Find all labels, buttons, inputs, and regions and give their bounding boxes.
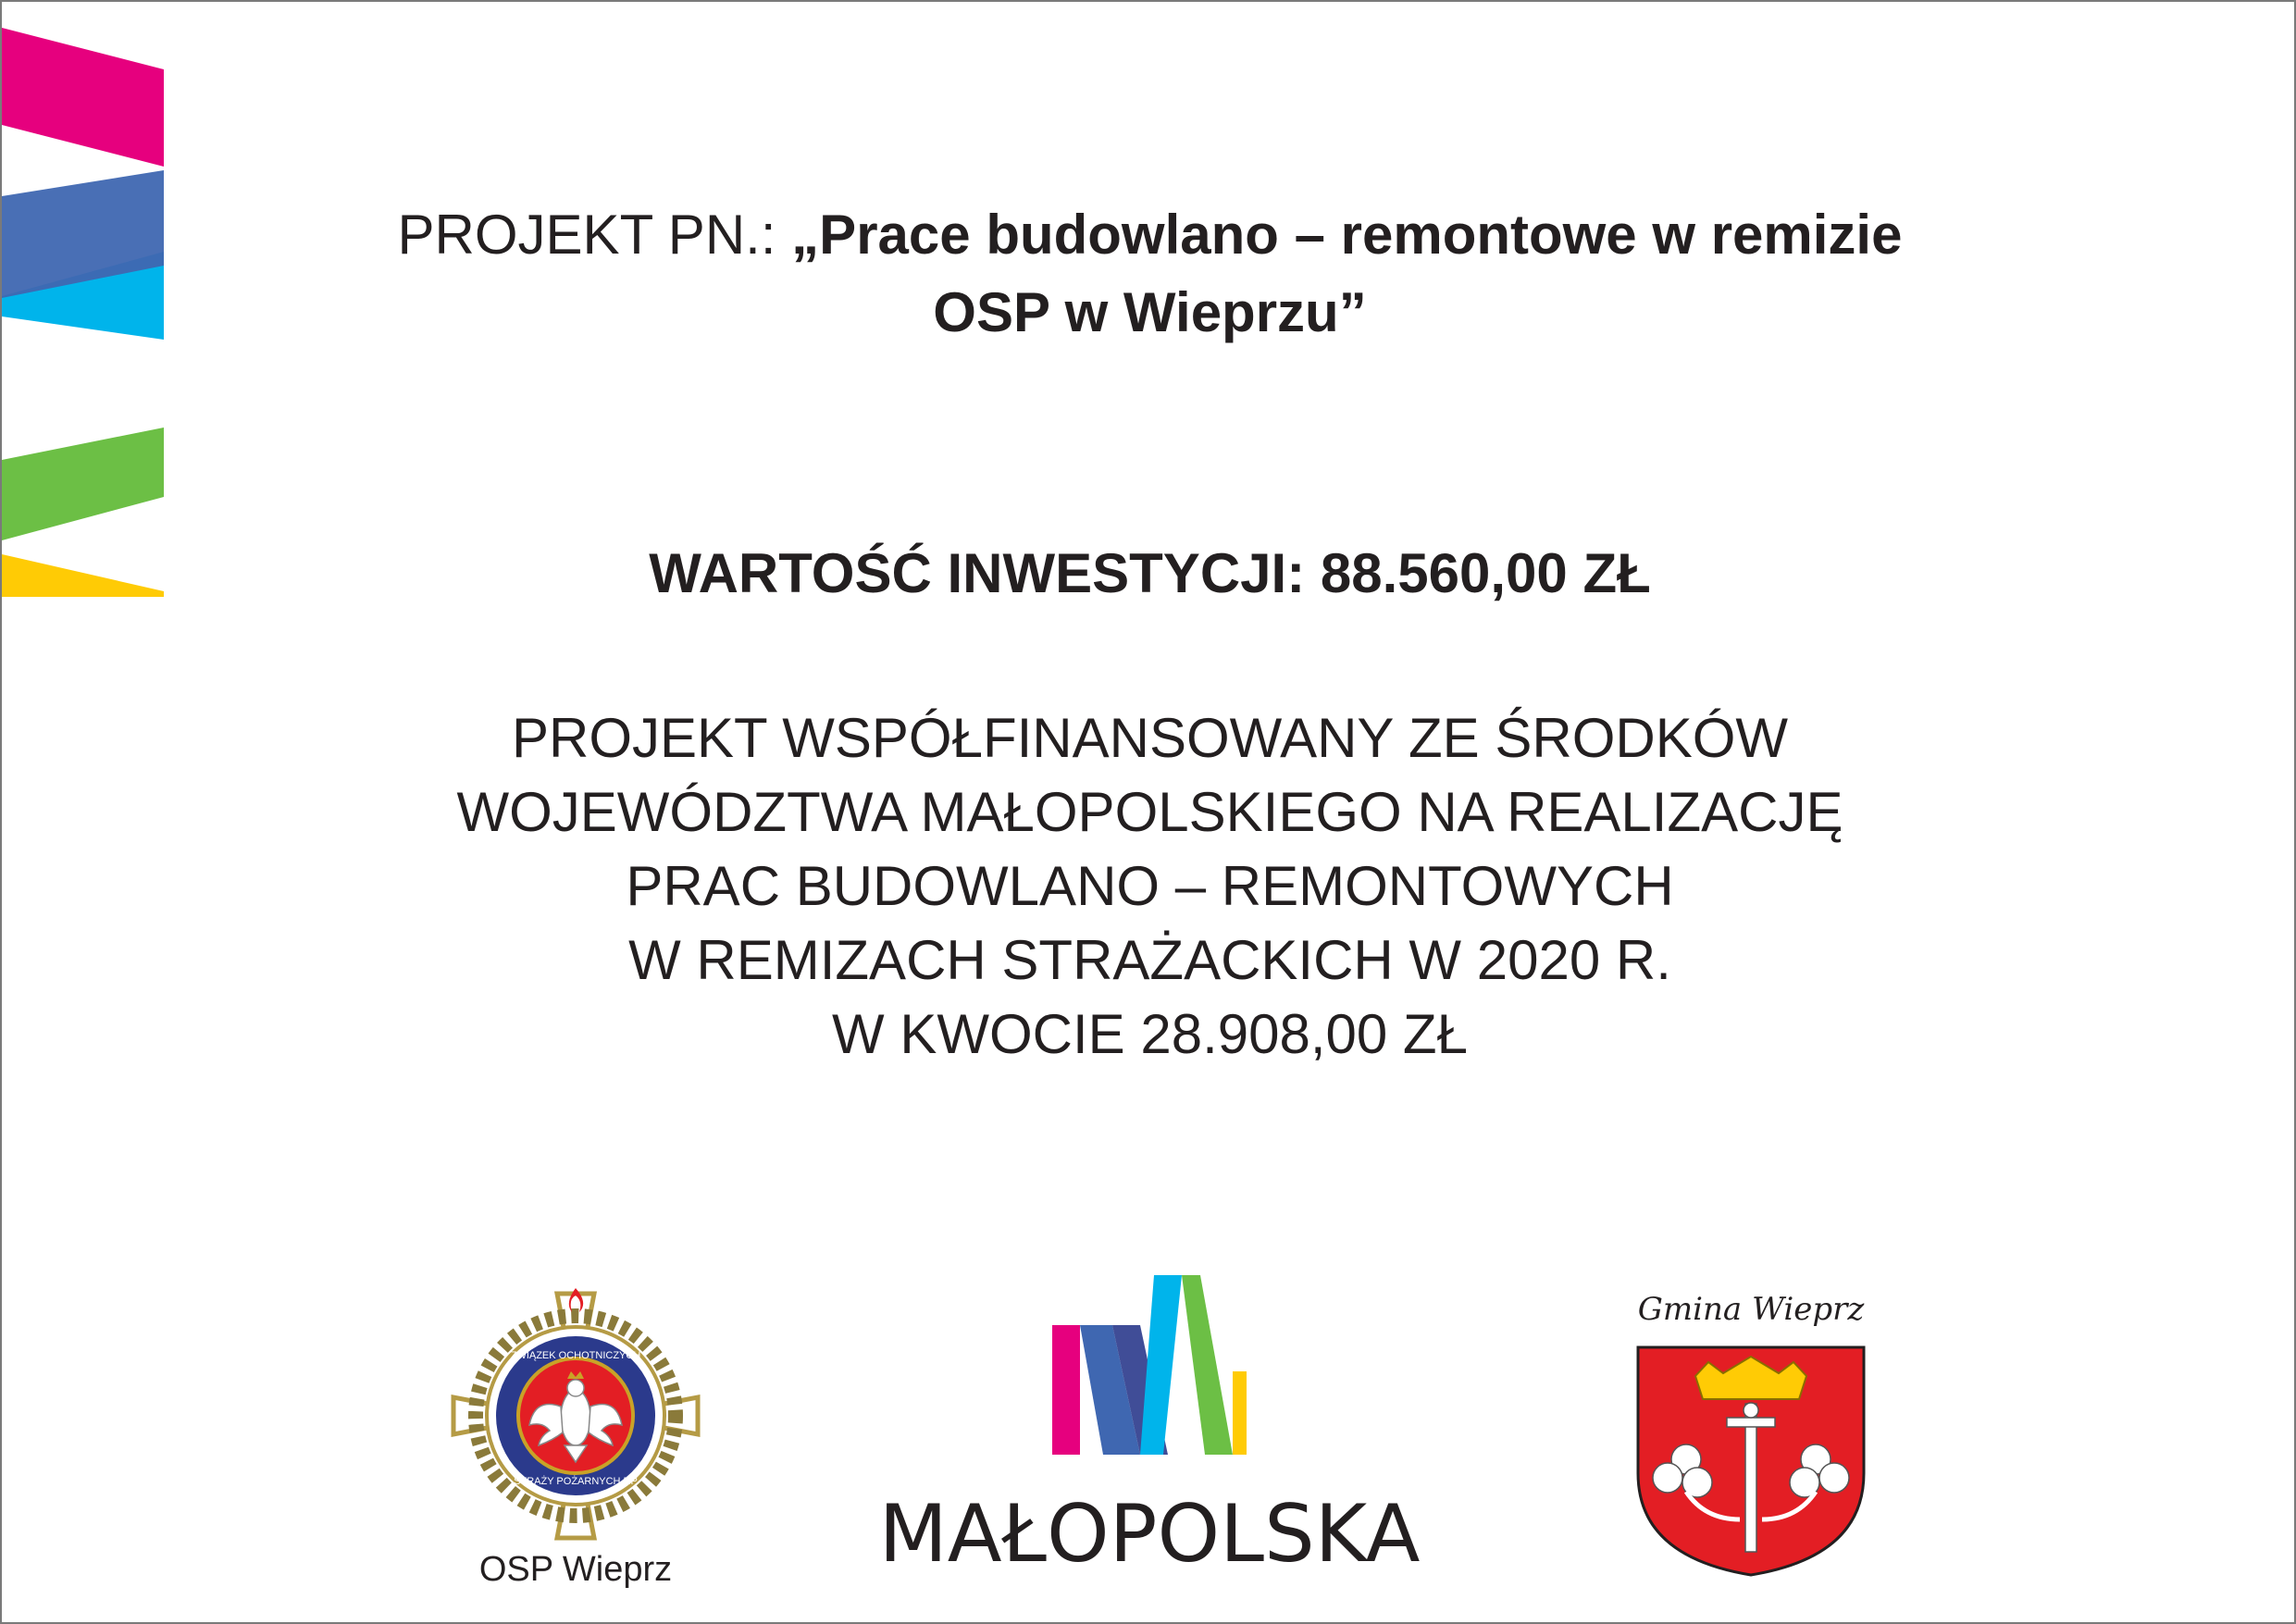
project-title-prefix: PROJEKT PN.: (397, 204, 792, 266)
malopolska-wordmark: MAŁOPOLSKA (878, 1488, 1421, 1575)
svg-text:ZWIĄZEK OCHOTNICZYCH: ZWIĄZEK OCHOTNICZYCH (510, 1350, 641, 1361)
osp-wieprz-logo (446, 1286, 705, 1592)
cofinancing-line: WOJEWÓDZTWA MAŁOPOLSKIEGO NA REALIZACJĘ (456, 781, 1843, 843)
cofinancing-line: PROJEKT WSPÓŁFINANSOWANY ZE ŚRODKÓW (511, 707, 1789, 769)
cofinancing-line: W KWOCIE 28.908,00 ZŁ (832, 1003, 1468, 1065)
project-name-line-2: OSP w Wieprzu” (933, 281, 1367, 343)
project-title (2, 196, 2296, 352)
cofinancing-statement (2, 701, 2296, 1072)
stripe-magenta (2, 28, 164, 167)
malopolska-m-icon (835, 1270, 1483, 1575)
cofinancing-line: W REMIZACH STRAŻACKICH W 2020 R. (628, 929, 1671, 991)
investment-value: WARTOŚĆ INWESTYCJI: 88.560,00 ZŁ (649, 542, 1651, 604)
osp-emblem-icon (446, 1286, 705, 1545)
stripe-green (2, 428, 164, 540)
malopolska-logo (835, 1270, 1483, 1575)
gmina-wordmark: Gmina Wieprz (1637, 1291, 1865, 1328)
gmina-wieprz-logo (1631, 1288, 1871, 1593)
project-name-line-1: „Prace budowlano – remontowe w remizie (791, 204, 1903, 266)
osp-caption: OSP Wieprz (478, 1550, 673, 1589)
svg-text:STRAŻY POŻARNYCH RP: STRAŻY POŻARNYCH RP (514, 1476, 638, 1487)
gmina-coat-of-arms-icon (1631, 1288, 1871, 1593)
cofinancing-line: PRAC BUDOWLANO – REMONTOWYCH (626, 855, 1674, 917)
